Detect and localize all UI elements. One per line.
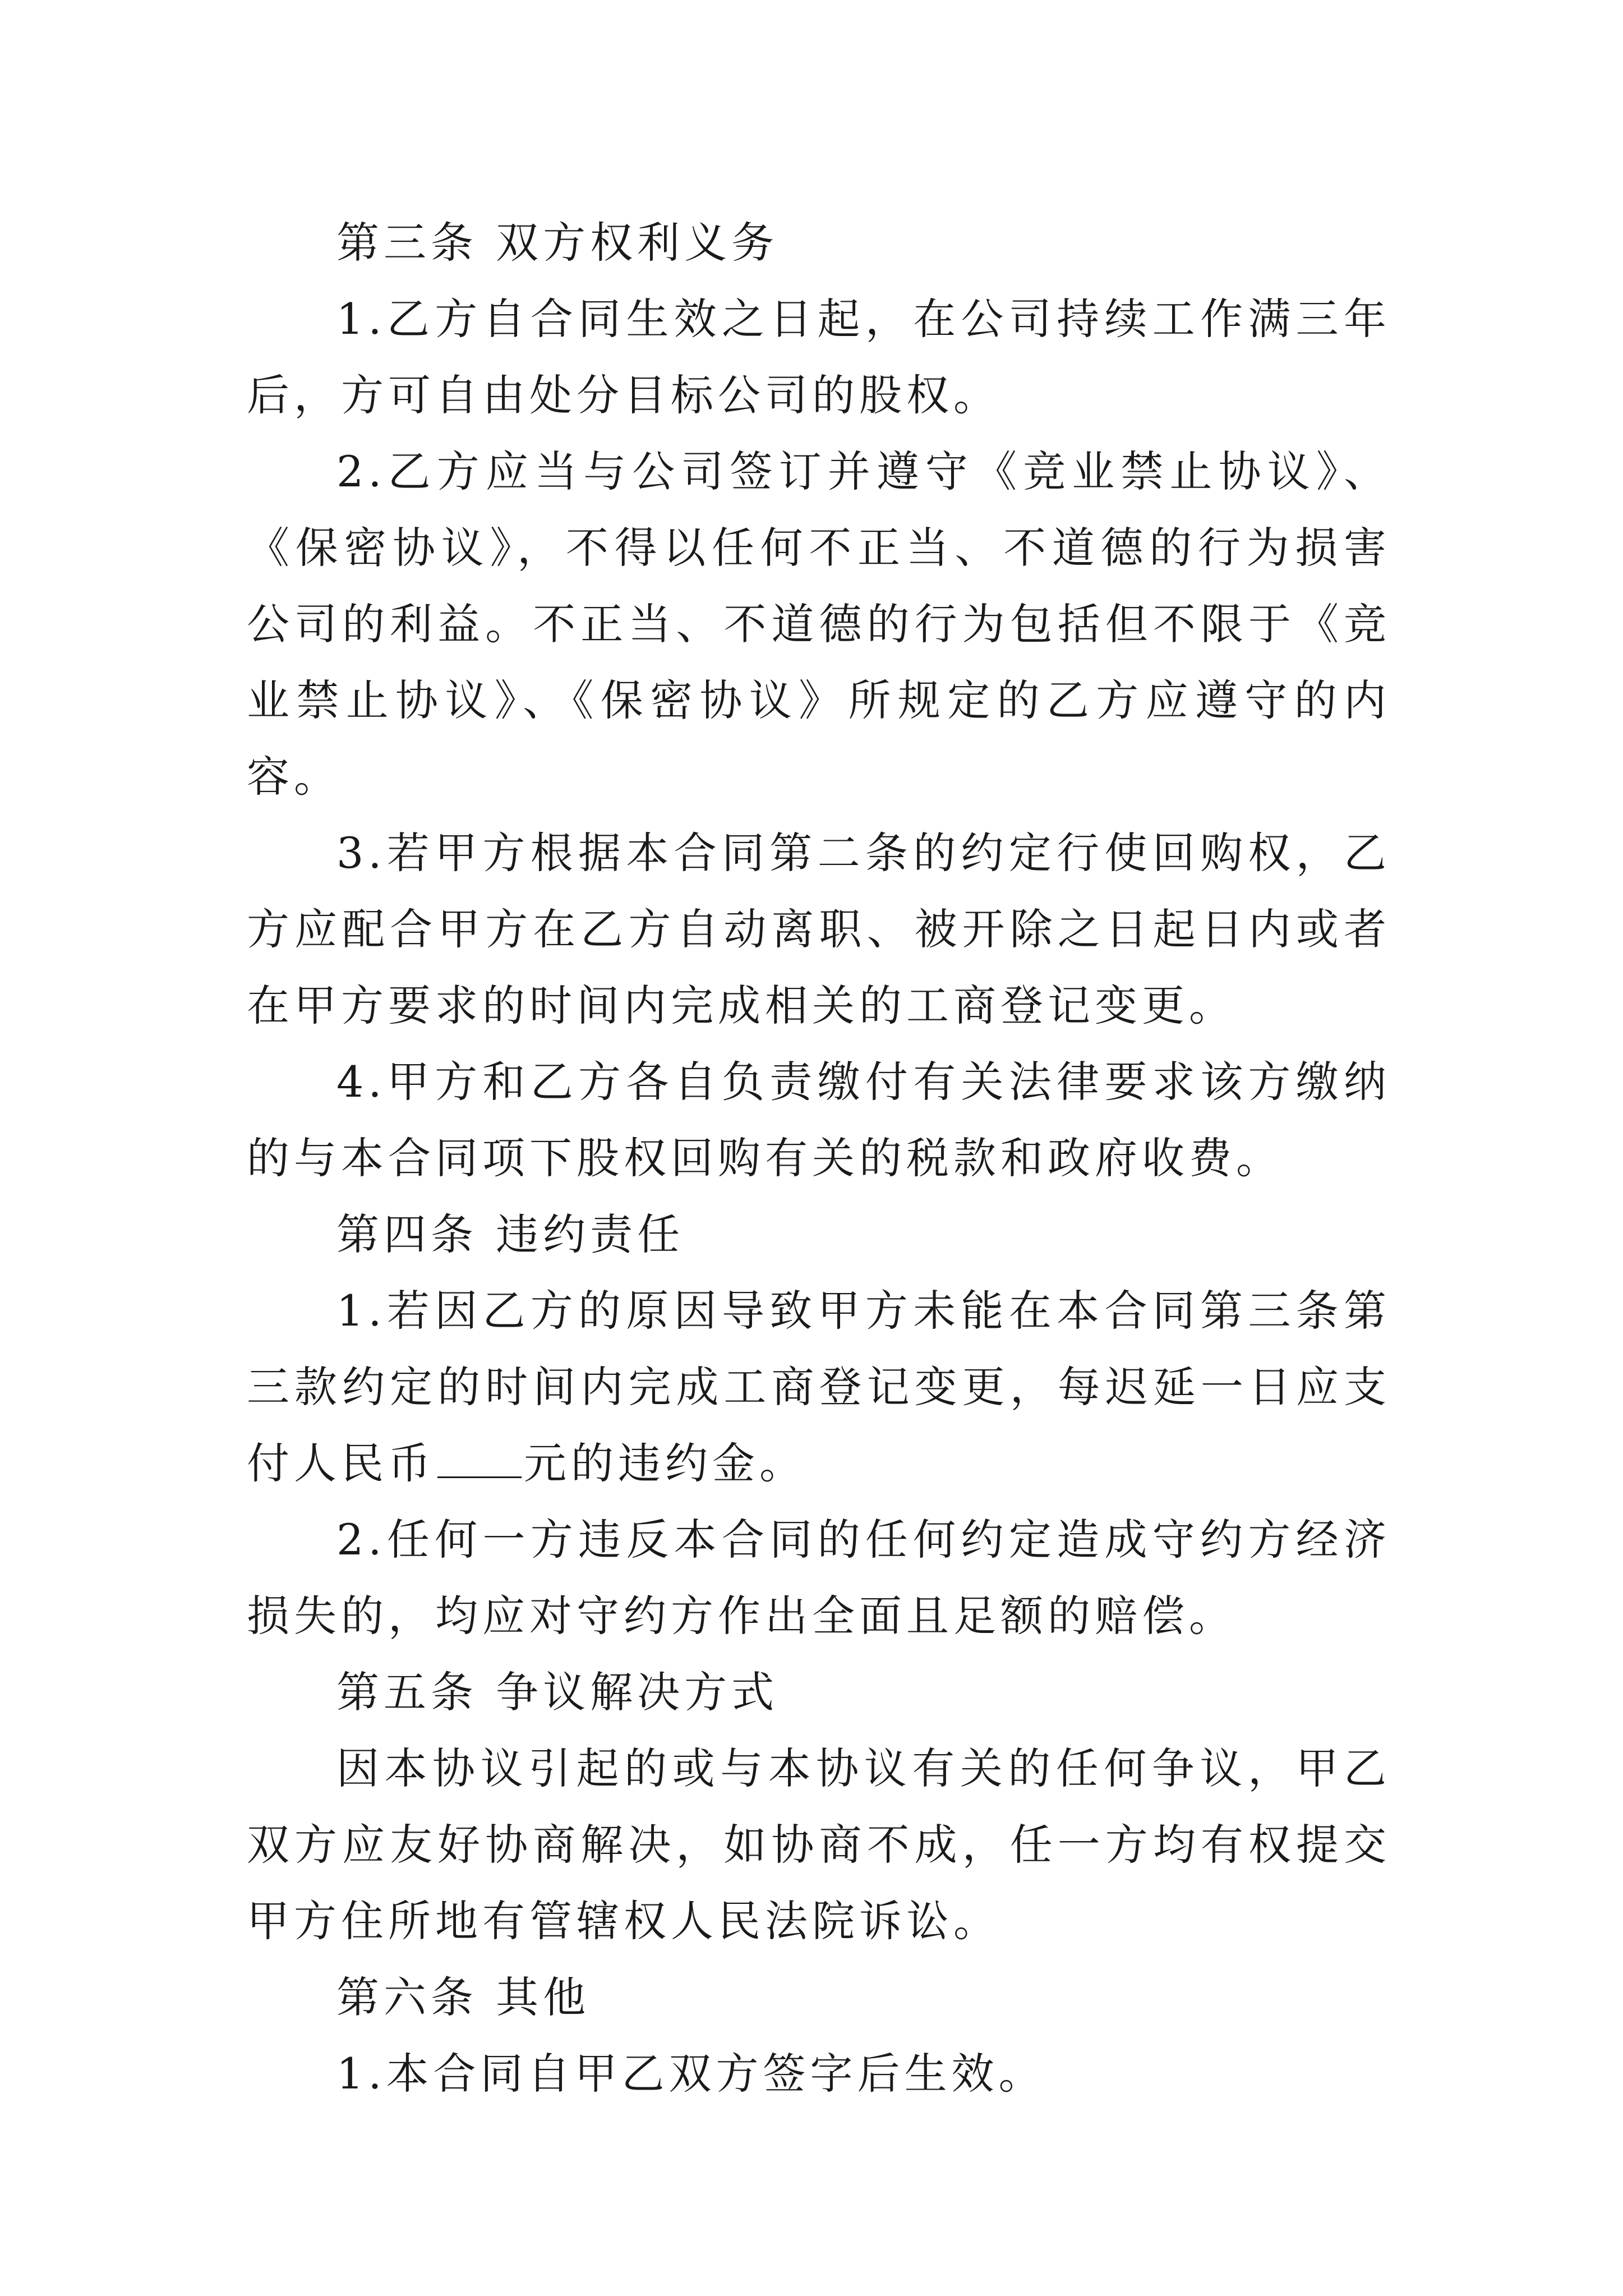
article-5-heading: 第五条 争议解决方式 [336, 1667, 779, 1717]
article-4-clause-2: 2.任何一方违反本合同的任何约定造成守约方经济损失的，均应对守约方作出全面且足额的赔偿。 [247, 1515, 1391, 1641]
document-body [247, 205, 1391, 2112]
article-4-clause-1 [247, 1273, 1391, 1502]
article-3-clause-4: 4.甲方和乙方各自负责缴付有关法律要求该方缴纳的与本合同项下股权回购有关的税款和政府收费。 [247, 1057, 1391, 1183]
article-3-heading: 第三条 双方权利义务 [336, 218, 779, 268]
article-4-heading: 第四条 违约责任 [336, 1209, 685, 1259]
article-3-clause-2: 2.乙方应当与公司签订并遵守《竞业禁止协议》、《保密协议》，不得以任何不正当、不道德的行为损害公司的利益。不正当、不道德的行为包括但不限于《竞业禁止协议》、《保密协议》所规定的乙方应遵守的内容。 [247, 447, 1391, 802]
article-6-heading: 第六条 其他 [336, 1972, 591, 2022]
article-5-clause-1: 因本协议引起的或与本协议有关的任何争议，甲乙双方应友好协商解决，如协商不成，任一方均有权提交甲方住所地有管辖权人民法院诉讼。 [247, 1743, 1391, 1946]
article-6-clause-1: 1.本合同自甲乙双方签字后生效。 [336, 2049, 1046, 2099]
article-3-clause-3: 3.若甲方根据本合同第二条的约定行使回购权，乙方应配合甲方在乙方自动离职、被开除之日起日内或者在甲方要求的时间内完成相关的工商登记变更。 [247, 828, 1391, 1030]
article-4-clause-1-text-after: 元的违约金。 [524, 1438, 806, 1488]
article-3-clause-1: 1.乙方自合同生效之日起，在公司持续工作满三年后，方可自由处分目标公司的股权。 [247, 294, 1391, 420]
amount-blank-field [437, 1437, 522, 1478]
article-4-clause-1-text-before: 1.若因乙方的原因导致甲方未能在本合同第三条第三款约定的时间内完成工商登记变更，每迟延一日应支付人民币 [247, 1286, 1391, 1488]
